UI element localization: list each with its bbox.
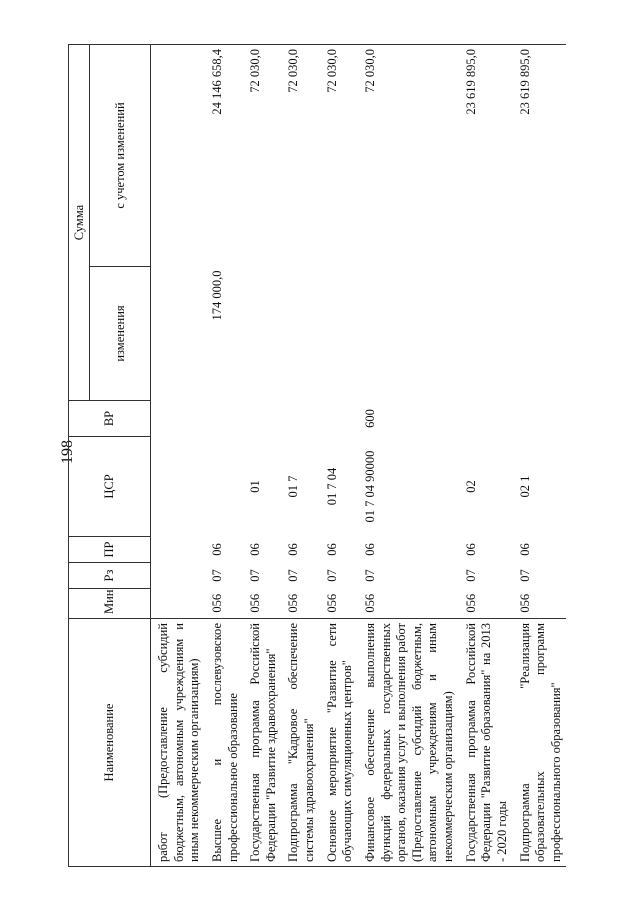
row-with-changes: 72 030,0 (320, 45, 358, 267)
budget-table (68, 44, 566, 867)
row-vr (513, 401, 567, 437)
page-number: 198 (59, 440, 76, 464)
row-min: 056 (324, 593, 339, 613)
row-vr (205, 401, 243, 437)
row-changes: 174 000,0 (209, 270, 224, 321)
row-csr: 02 1 (517, 475, 532, 498)
row-pr: 06 (248, 543, 263, 556)
row-name: Подпрограмма "Реализация образовательных программ профессионального образования" (513, 619, 567, 867)
row-name: Высшее и послевузовское профессиональное образование (205, 619, 243, 867)
header-with-changes: с учетом изменений (90, 45, 151, 267)
row-vr: 600 (362, 409, 377, 428)
header-min: Мин (69, 589, 151, 619)
row-changes (281, 267, 319, 401)
row-vr (243, 401, 281, 437)
row-csr: 01 7 04 (324, 467, 339, 506)
table-row (205, 45, 243, 867)
header-sum: Сумма (69, 45, 90, 401)
header-csr: ЦСР (69, 437, 151, 537)
row-name: Финансовое обеспечение выполнения функций федеральных государственных органов, оказания услуг и выполнения работ (Предоставление субсидий бюджетным, автономным учреждениям и иным некоммерческим организациям) (358, 619, 459, 867)
row-csr (205, 437, 243, 537)
table-row (151, 45, 205, 867)
row-name: Государственная программа Российской Федерации "Развитие здравоохранения" (243, 619, 281, 867)
row-min: 056 (362, 593, 377, 613)
row-min (151, 589, 205, 619)
row-changes (459, 267, 513, 401)
row-with-changes: 72 030,0 (358, 45, 459, 267)
row-with-changes: 24 146 658,4 (205, 45, 243, 267)
row-rz: 07 (286, 569, 301, 582)
row-name: Основное мероприятие "Развитие сети обучающих симуляционных центров" (320, 619, 358, 867)
table-row (243, 45, 281, 867)
header-changes: изменения (90, 267, 151, 401)
row-rz: 07 (463, 569, 478, 582)
row-with-changes: 72 030,0 (243, 45, 281, 267)
row-csr: 02 (463, 480, 478, 493)
table-body (151, 45, 567, 867)
header-pr: ПР (69, 537, 151, 563)
row-csr: 01 7 04 90000 (362, 450, 377, 523)
row-with-changes: 23 619 895,0 (459, 45, 513, 267)
row-with-changes: 23 619 895,0 (513, 45, 567, 267)
row-rz (151, 563, 205, 589)
row-changes (151, 267, 205, 401)
row-pr: 06 (209, 543, 224, 556)
row-rz: 07 (362, 569, 377, 582)
table-row (281, 45, 319, 867)
row-name: Подпрограмма "Кадровое обеспечение системы здравоохранения" (281, 619, 319, 867)
row-min: 056 (517, 593, 532, 613)
row-min: 056 (209, 593, 224, 613)
row-vr (281, 401, 319, 437)
row-pr: 06 (324, 543, 339, 556)
row-pr (151, 537, 205, 563)
row-rz: 07 (324, 569, 339, 582)
header-vr: ВР (69, 401, 151, 437)
row-pr: 06 (517, 543, 532, 556)
table-row (320, 45, 358, 867)
header-rz: Рз (69, 563, 151, 589)
table-header (69, 45, 151, 867)
row-changes (243, 267, 281, 401)
row-with-changes: 72 030,0 (281, 45, 319, 267)
row-changes (320, 267, 358, 401)
row-name: Государственная программа Российской Федерации "Развитие образования" на 2013 - 2020 годы (459, 619, 513, 867)
row-csr: 01 (248, 480, 263, 493)
table-row (459, 45, 513, 867)
row-min: 056 (286, 593, 301, 613)
budget-table-frame (68, 45, 588, 867)
row-csr (151, 437, 205, 537)
header-name: Наименование (69, 619, 151, 867)
row-vr (320, 401, 358, 437)
row-name: работ (Предоставление субсидий бюджетным, автономным учреждениям и иным некоммерческим организациям) (151, 619, 205, 867)
row-min: 056 (248, 593, 263, 613)
table-row (513, 45, 567, 867)
row-changes (513, 267, 567, 401)
table-row (358, 45, 459, 867)
row-csr: 01 7 (286, 475, 301, 498)
row-pr: 06 (362, 543, 377, 556)
row-rz: 07 (209, 569, 224, 582)
row-pr: 06 (286, 543, 301, 556)
row-rz: 07 (517, 569, 532, 582)
row-vr (151, 401, 205, 437)
row-min: 056 (463, 593, 478, 613)
row-changes (358, 267, 459, 401)
row-vr (459, 401, 513, 437)
row-pr: 06 (463, 543, 478, 556)
row-with-changes (151, 45, 205, 267)
row-rz: 07 (248, 569, 263, 582)
